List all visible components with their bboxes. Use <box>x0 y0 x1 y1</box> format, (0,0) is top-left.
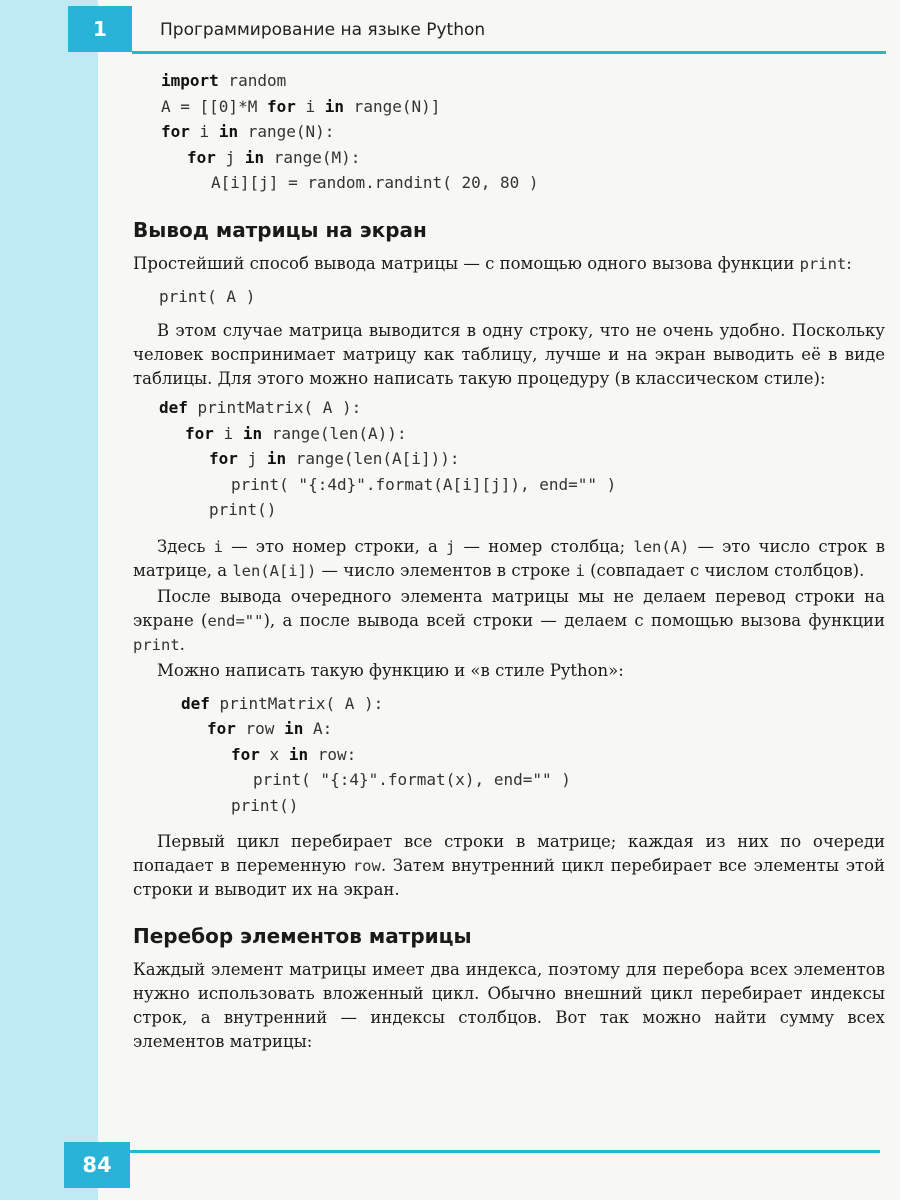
paragraph-print-intro <box>133 252 885 276</box>
paragraph-one-line: В этом случае матрица выводится в одну строку, что не очень удобно. Поскольку человек воспринимает матрицу как таблицу, лучше и на экран выводить её в виде таблицы. Для этого можно написать такую процедуру (в классическом стиле): <box>133 321 885 388</box>
text: Простейший способ вывода матрицы — с помощью одного вызова функции <box>133 253 800 273</box>
code-keyword: for <box>161 122 190 141</box>
code-line <box>161 68 885 94</box>
code-line <box>181 742 885 768</box>
text: После вывода очередного элемента матрицы мы не делаем перевод строки на экране ( <box>133 586 885 630</box>
text: (совпадает с числом столбцов). <box>584 560 865 580</box>
inline-code: j <box>446 537 456 556</box>
code-block-print-matrix-pythonic <box>133 691 885 819</box>
text: — это число строк в матрице, а <box>133 536 885 580</box>
code-text: i <box>213 423 243 443</box>
text: — это номер строки, а <box>222 536 447 556</box>
code-block-print: print( A ) <box>159 286 256 306</box>
code-line: print( "{:4}".format(x), end="" ) <box>253 770 571 789</box>
footer-rule <box>130 1150 880 1153</box>
code-text: range(len(A[i])): <box>286 449 460 468</box>
paragraph-index-explanation <box>133 535 885 583</box>
code-keyword: def <box>159 398 188 417</box>
code-text: j <box>237 449 267 468</box>
code-keyword: in <box>244 147 265 167</box>
code-block-print-matrix-classic <box>133 395 885 523</box>
text: . <box>179 634 185 654</box>
code-keyword: in <box>288 744 309 764</box>
code-line <box>161 145 885 171</box>
inline-code: end="" <box>207 611 264 630</box>
code-keyword: in <box>218 122 239 141</box>
section-heading-iteration: Перебор элементов матрицы <box>133 924 472 948</box>
code-text: printMatrix( A ): <box>209 693 384 713</box>
inline-code: len(A[i]) <box>232 561 317 580</box>
code-line <box>159 395 885 421</box>
paragraph-first-loop <box>133 830 885 902</box>
code-text: A: <box>303 719 333 738</box>
code-line <box>161 94 885 120</box>
code-keyword: import <box>161 71 219 90</box>
code-keyword: for <box>185 423 214 443</box>
code-line: print( "{:4d}".format(A[i][j]), end="" ) <box>231 474 617 494</box>
page-content <box>133 68 885 1054</box>
code-text: j <box>215 147 245 167</box>
code-text: range(len(A)): <box>262 423 407 443</box>
inline-code: len(A) <box>633 537 690 556</box>
paragraph-python-style: Можно написать такую функцию и «в стиле Python»: <box>157 660 624 680</box>
code-text: printMatrix( A ): <box>187 398 362 417</box>
code-keyword: in <box>266 449 287 468</box>
code-text: random <box>218 71 287 90</box>
code-line <box>181 691 885 717</box>
code-text: row: <box>308 744 357 764</box>
paragraph-nested-loop: Каждый элемент матрицы имеет два индекса, поэтому для перебора всех элементов нужно использовать вложенный цикл. Обычно внешний цикл перебирает индексы строк, а внутренний — индексы столбцов. Вот так можно найти сумму всех элементов матрицы: <box>133 960 885 1051</box>
text: . Затем внутренний цикл перебирает все элементы этой строки и выводит их на экран. <box>133 856 885 899</box>
text: Первый цикл перебирает все строки в матрице; каждая из них по очереди попадает в переменную <box>133 832 885 875</box>
code-text: range(N)] <box>344 96 441 116</box>
code-text: A = [[0]*M <box>161 96 267 116</box>
code-keyword: def <box>181 693 210 713</box>
running-header-title: Программирование на языке Python <box>160 20 486 40</box>
code-keyword: in <box>324 96 345 116</box>
code-keyword: for <box>209 449 238 468</box>
code-text: range(M): <box>264 147 361 167</box>
text: — число элементов в строке <box>316 560 576 580</box>
code-keyword: for <box>266 96 296 116</box>
code-line <box>159 446 885 472</box>
code-line <box>161 119 885 145</box>
text: — номер столбца; <box>455 536 634 556</box>
text: : <box>846 253 852 273</box>
code-text: row <box>235 719 285 738</box>
inline-code: i <box>213 537 223 556</box>
code-keyword: for <box>187 147 216 167</box>
code-line <box>159 421 885 447</box>
code-text: i <box>189 122 219 141</box>
code-block-random-matrix <box>133 68 885 196</box>
code-line: print() <box>209 500 277 519</box>
code-line <box>181 716 885 742</box>
text: ), а после вывода всей строки — делаем с помощью вызова функции <box>263 610 885 630</box>
header-rule <box>132 51 886 54</box>
text: Здесь <box>157 536 214 556</box>
code-line: A[i][j] = random.randint( 20, 80 ) <box>211 173 539 192</box>
inline-code: print <box>799 254 847 273</box>
code-text: i <box>295 96 325 116</box>
inline-code: i <box>575 561 585 580</box>
paragraph-line-break <box>133 585 885 657</box>
section-heading-output: Вывод матрицы на экран <box>133 217 427 242</box>
code-keyword: for <box>207 719 236 738</box>
page-number: 84 <box>64 1142 130 1188</box>
code-keyword: in <box>284 719 304 738</box>
code-keyword: in <box>242 423 263 443</box>
inline-code: print <box>133 635 180 654</box>
chapter-number-tab: 1 <box>68 6 132 52</box>
code-text: x <box>259 744 289 764</box>
code-keyword: for <box>231 744 260 764</box>
inline-code: row <box>352 857 381 875</box>
code-line: print() <box>231 795 299 815</box>
code-text: range(N): <box>238 122 335 141</box>
page-margin <box>0 0 98 1200</box>
